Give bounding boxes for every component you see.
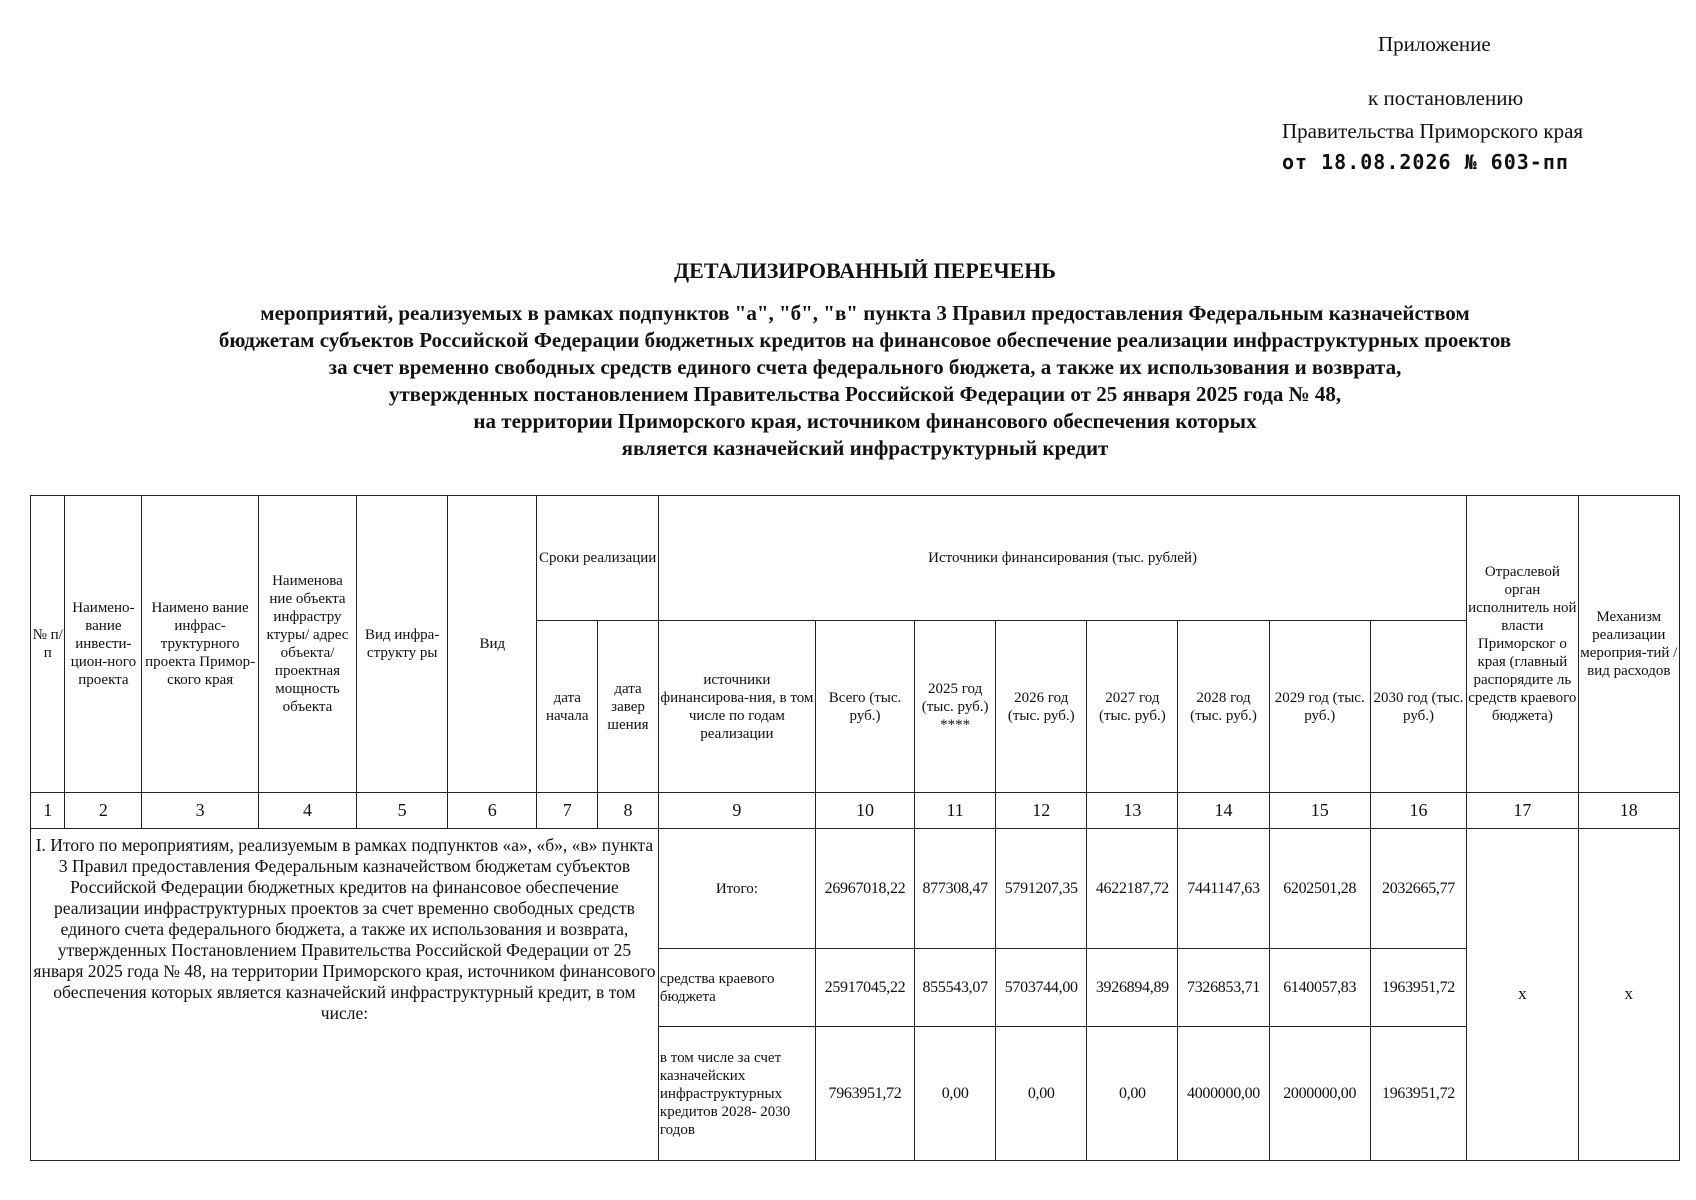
- row-2030: 2032665,77: [1370, 829, 1466, 949]
- subtitle-line: на территории Приморского края, источником финансового обеспечения которых: [473, 409, 1257, 433]
- subtitle-line: утвержденных постановлением Правительства Российской Федерации от 25 января 2025 года № 48,: [388, 382, 1342, 406]
- header-implementation-terms: Сроки реализации: [537, 496, 659, 621]
- column-numbers-row: [31, 793, 1680, 829]
- column-number: 3: [142, 793, 258, 829]
- row-2026: 5703744,00: [996, 949, 1087, 1027]
- header-year-2026: 2026 год (тыс. руб.): [996, 621, 1087, 793]
- column-number: 14: [1178, 793, 1269, 829]
- header-funding-sources: Источники финансирования (тыс. рублей): [658, 496, 1466, 621]
- measures-table: [30, 495, 1680, 1161]
- row-source: в том числе за счет казначейских инфраструктурных кредитов 2028- 2030 годов: [658, 1027, 815, 1161]
- row-executive-body: х: [1467, 829, 1578, 1161]
- row-total: 25917045,22: [815, 949, 914, 1027]
- header-infrastructure-type: Вид инфра-структу ры: [357, 496, 448, 793]
- row-2026: 5791207,35: [996, 829, 1087, 949]
- column-number: 4: [258, 793, 356, 829]
- column-number: 18: [1578, 793, 1679, 829]
- column-number: 15: [1269, 793, 1370, 829]
- row-2025: 0,00: [915, 1027, 996, 1161]
- column-number: 9: [658, 793, 815, 829]
- subtitle-line: является казначейский инфраструктурный кредит: [621, 436, 1109, 460]
- header-start-date: дата начала: [537, 621, 598, 793]
- row-2027: 3926894,89: [1087, 949, 1178, 1027]
- column-number: 2: [65, 793, 142, 829]
- row-2029: 6202501,28: [1269, 829, 1370, 949]
- section-title: I. Итого по мероприятиям, реализуемым в рамках подпунктов «а», «б», «в» пункта 3 Правил предоставления Федеральным казначейством бюджетам субъектов Российской Федерации бюджетных кредитов на финансовое обеспечение реализации инфраструктурных проектов за счет временно свободных средств единого счета федерального бюджета, а также их использования и возврата, утвержденных Постановлением Правительства Российской Федерации от 25 января 2025 года № 48, на территории Приморского края, источником финансового обеспечения которых является казначейский инфраструктурный кредит, в том числе:: [31, 829, 659, 1161]
- column-number: 13: [1087, 793, 1178, 829]
- document-subtitle: [100, 300, 1630, 462]
- row-2027: 4622187,72: [1087, 829, 1178, 949]
- header-end-date: дата завер шения: [598, 621, 659, 793]
- column-number: 11: [915, 793, 996, 829]
- appendix-block: [0, 0, 1696, 180]
- header-number: № п/п: [31, 496, 65, 793]
- row-2025: 855543,07: [915, 949, 996, 1027]
- row-2026: 0,00: [996, 1027, 1087, 1161]
- header-type: Вид: [448, 496, 537, 793]
- row-total: 26967018,22: [815, 829, 914, 949]
- column-number: 17: [1467, 793, 1578, 829]
- header-year-2030: 2030 год (тыс. руб.): [1370, 621, 1466, 793]
- header-year-2029: 2029 год (тыс. руб.): [1269, 621, 1370, 793]
- row-total: 7963951,72: [815, 1027, 914, 1161]
- header-year-2027: 2027 год (тыс. руб.): [1087, 621, 1178, 793]
- row-2028: 4000000,00: [1178, 1027, 1269, 1161]
- column-number: 5: [357, 793, 448, 829]
- header-mechanism: Механизм реализации мероприя-тий /вид расходов: [1578, 496, 1679, 793]
- header-investment-project: Наимено-вание инвести-цион-ного проекта: [65, 496, 142, 793]
- header-executive-body: Отраслевой орган исполнитель ной власти Приморског о края (главный распорядите ль средств краевого бюджета): [1467, 496, 1578, 793]
- subtitle-line: мероприятий, реализуемых в рамках подпунктов "а", "б", "в" пункта 3 Правил предоставления Федеральным казначейством: [260, 301, 1470, 325]
- row-2025: 877308,47: [915, 829, 996, 949]
- appendix-government: Правительства Приморского края: [1282, 119, 1584, 143]
- subtitle-line: бюджетам субъектов Российской Федерации бюджетных кредитов на финансовое обеспечение реализации инфраструктурных проектов: [218, 328, 1512, 352]
- row-2028: 7326853,71: [1178, 949, 1269, 1027]
- row-2030: 1963951,72: [1370, 1027, 1466, 1161]
- header-infrastructure-project: Наимено вание инфрас-труктурного проекта Примор-ского края: [142, 496, 258, 793]
- column-number: 6: [448, 793, 537, 829]
- header-total: Всего (тыс. руб.): [815, 621, 914, 793]
- row-2027: 0,00: [1087, 1027, 1178, 1161]
- column-number: 16: [1370, 793, 1466, 829]
- row-2029: 6140057,83: [1269, 949, 1370, 1027]
- header-infrastructure-object: Наименова ние объекта инфрастру ктуры/ адрес объекта/ проектная мощность объекта: [258, 496, 356, 793]
- row-source: средства краевого бюджета: [658, 949, 815, 1027]
- column-number: 8: [598, 793, 659, 829]
- subtitle-line: за счет временно свободных средств единого счета федерального бюджета, а также их использования и возврата,: [328, 355, 1402, 379]
- appendix-label: Приложение: [1378, 32, 1491, 56]
- column-number: 12: [996, 793, 1087, 829]
- document-title: ДЕТАЛИЗИРОВАННЫЙ ПЕРЕЧЕНЬ: [674, 258, 1056, 283]
- row-2030: 1963951,72: [1370, 949, 1466, 1027]
- row-source: Итого:: [658, 829, 815, 949]
- column-number: 10: [815, 793, 914, 829]
- header-year-2025: 2025 год (тыс. руб.) ****: [915, 621, 996, 793]
- header-year-2028: 2028 год (тыс. руб.): [1178, 621, 1269, 793]
- row-mechanism: х: [1578, 829, 1679, 1161]
- header-source-by-year: источники финансирова-ния, в том числе по годам реализации: [658, 621, 815, 793]
- appendix-date-number: от 18.08.2026 № 603-пп: [1282, 150, 1569, 174]
- column-number: 7: [537, 793, 598, 829]
- row-2029: 2000000,00: [1269, 1027, 1370, 1161]
- table-row: [31, 829, 1680, 949]
- row-2028: 7441147,63: [1178, 829, 1269, 949]
- appendix-resolution: к постановлению: [1368, 86, 1524, 110]
- column-number: 1: [31, 793, 65, 829]
